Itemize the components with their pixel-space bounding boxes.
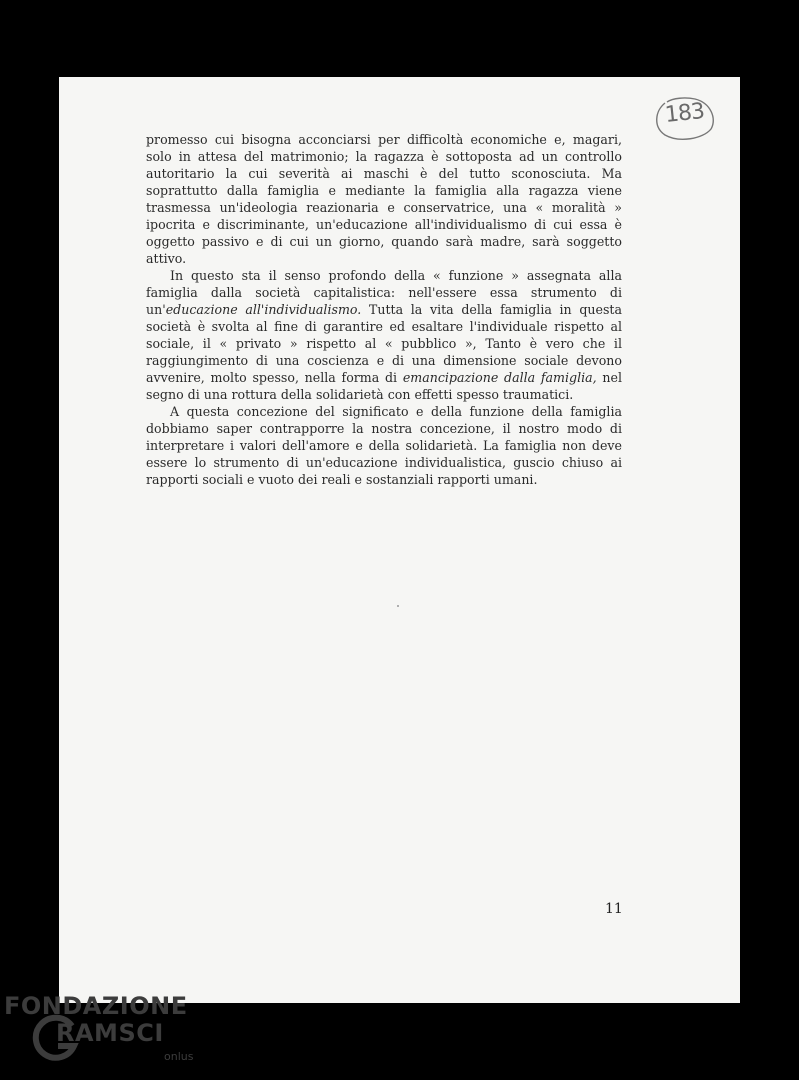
italic-run: educazione all'individualismo.: [165, 302, 362, 317]
watermark-line-1: FONDAZIONE: [4, 992, 188, 1020]
archive-page-stamp: [651, 93, 717, 143]
watermark-subtitle: onlus: [164, 1050, 194, 1063]
watermark-line-2: RAMSCI: [56, 1019, 164, 1047]
stamp-number: 183: [663, 99, 706, 128]
text-run: nel segno di una rottura della solidarietà con effetti spesso traumatici.: [146, 370, 622, 402]
text-run: Tutta la vita della famiglia in questa società è svolta al fine di garantire ed esaltare l'individuale rispetto al sociale, il « privato » rispetto al « pubblico », Tanto è vero che il raggiungimento di una coscienza e di una dimensione sociale devono avvenire, molto spesso, nella forma di: [146, 302, 622, 385]
paragraph-1: [146, 131, 622, 267]
paragraph-2: [146, 267, 622, 403]
text-run: A questa concezione del significato e della funzione della famiglia dobbiamo saper contrapporre la nostra concezione, il nostro modo di interpretare i valori dell'amore e della solidarietà. La famiglia non deve essere lo strumento di un'educazione individualistica, guscio chiuso ai rapporti sociali e vuoto dei reali e sostanziali rapporti umani.: [146, 404, 622, 487]
page-number: 11: [605, 901, 623, 917]
paragraph-3: [146, 403, 622, 488]
body-text: [146, 131, 622, 488]
watermark-logo: [4, 992, 204, 1072]
text-run: promesso cui bisogna acconciarsi per difficoltà economiche e, magari, solo in attesa del matrimonio; la ragazza è sottoposta ad un controllo autoritario la cui severità ai maschi è del tutto sconosciuta. Ma soprattutto dalla famiglia e mediante la famiglia alla ragazza viene trasmessa un'ideologia reazionaria e conservatrice, una « moralità » ipocrita e discriminante, un'educazione all'individualismo di cui essa è oggetto passivo e di cui un giorno, quando sarà madre, sarà soggetto attivo.: [146, 132, 622, 266]
speck: [397, 605, 399, 607]
italic-run: emancipazione dalla famiglia,: [402, 370, 597, 385]
text-run: In questo sta il senso profondo della « funzione » assegnata alla famiglia dalla società capitalistica: nell'essere essa strumento di un': [146, 268, 622, 317]
